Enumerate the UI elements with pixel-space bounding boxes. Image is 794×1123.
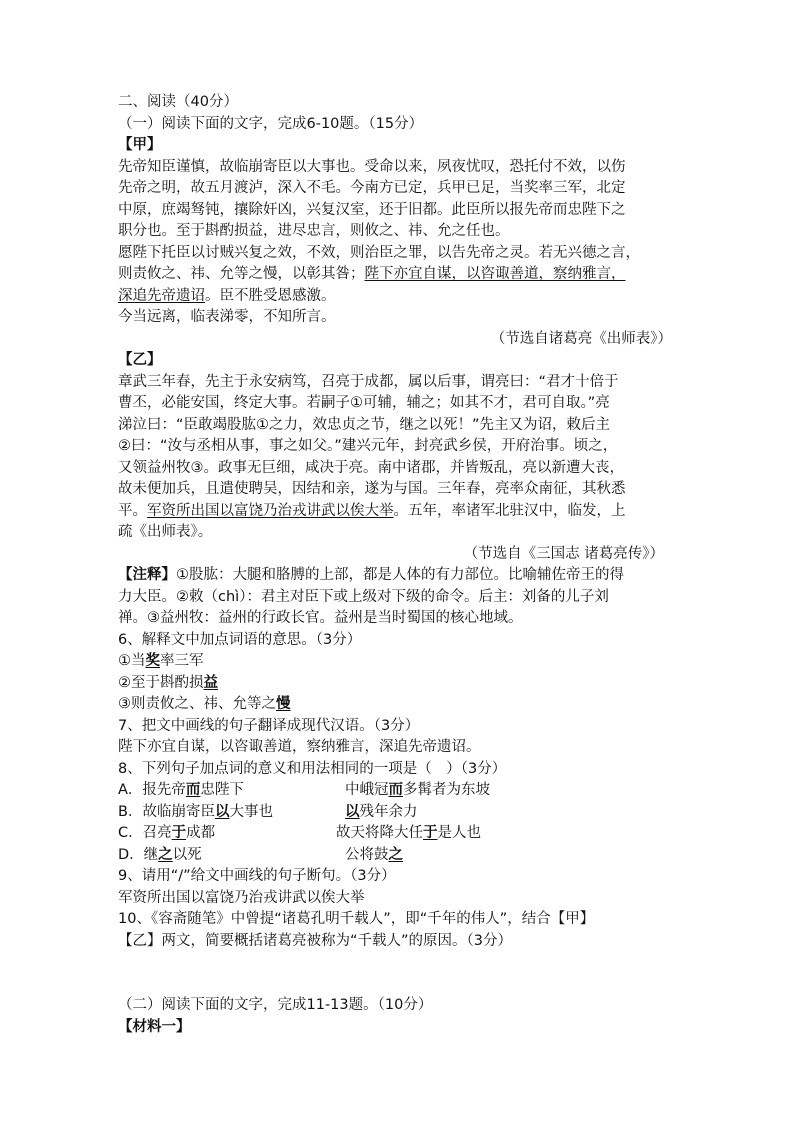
q8-option-right: 中峨冠而多髯者为东坡 xyxy=(345,782,490,798)
material1-label: 【材料一】 xyxy=(118,1018,191,1035)
yi-source: （节选自《三国志 诸葛亮传》） xyxy=(463,545,664,562)
jia-line: 先帝知臣谨慎，故临崩寄臣以大事也。受命以来，夙夜忧叹，恐托付不效，以伤 xyxy=(118,158,626,175)
q6-item xyxy=(118,694,684,716)
q8-option xyxy=(118,780,684,802)
dotted-word: 而 xyxy=(185,782,201,798)
dotted-word: 益 xyxy=(203,674,218,691)
q8-option-right: 以残年余力 xyxy=(345,803,418,820)
q8-option-right: 公将鼓之 xyxy=(345,846,403,863)
q6-item-text: ①当 xyxy=(118,653,146,669)
q8-option xyxy=(118,823,684,845)
notes-line xyxy=(118,565,684,587)
dotted-word: 于 xyxy=(171,825,187,841)
yi-line: 又领益州牧③。政事无巨细，咸决于亮。南中诸郡，并皆叛乱，亮以新遭大丧， xyxy=(118,459,624,476)
notes-line: 禅。③益州牧：益州的行政长官。益州是当时蜀国的核心地域。 xyxy=(118,610,523,626)
jia-underlined-sentence: 深追先帝遗诏 xyxy=(118,287,205,304)
q6-item-text: ②至于斟酌损 xyxy=(118,674,204,691)
q6-stem: 6、解释文中加点词语的意思。（3分） xyxy=(118,631,362,648)
q6-item xyxy=(118,673,684,695)
q8-option-right: 故天将降大任于是人也 xyxy=(336,825,481,841)
yi-line xyxy=(118,501,684,523)
dotted-word: 以 xyxy=(345,803,360,820)
q8-option-left: A．报先帝而忠陛下 xyxy=(118,782,244,798)
jia-label: 【甲】 xyxy=(118,137,162,153)
q7-sentence: 陛下亦宜自谋，以咨诹善道，察纳雅言，深追先帝遗诏。 xyxy=(118,739,481,755)
yi-underlined-sentence: 军资所出国以富饶乃治戎讲武以俟大举 xyxy=(147,502,394,519)
q9-sentence: 军资所出国以富饶乃治戎讲武以俟大举 xyxy=(118,889,365,906)
yi-line7-post: 。五年，率诸军北驻汉中，临发，上 xyxy=(393,502,626,519)
q8-option-left: B．故临崩寄臣以大事也 xyxy=(118,803,273,820)
jia-line: 愿陛下托臣以讨贼兴复之效，不效，则治臣之罪，以告先帝之灵。若无兴德之言， xyxy=(118,244,640,261)
q7-stem: 7、把文中画线的句子翻译成现代汉语。（3分） xyxy=(118,717,420,734)
dotted-word: 于 xyxy=(423,825,438,841)
dotted-word: 以 xyxy=(214,803,230,820)
notes-line: 力大臣。②敕（chì）：君主对臣下或上级对下级的命令。后主：刘备的儿子刘 xyxy=(118,588,609,605)
q8-option xyxy=(118,802,684,824)
exam-page xyxy=(118,92,684,1038)
yi-label: 【乙】 xyxy=(118,352,162,368)
jia-line6-plain: 则责攸之、祎、允等之慢，以彰其咎； xyxy=(118,266,365,282)
jia-line: 中原，庶竭驽钝，攘除奸凶，兴复汉室，还于旧都。此臣所以报先帝而忠陛下之 xyxy=(118,201,626,218)
jia-line xyxy=(118,264,684,286)
jia-line: 职分也。至于斟酌损益，进尽忠言，则攸之、祎、允之任也。 xyxy=(118,223,510,239)
yi-line: 章武三年春，先主于永安病笃，召亮于成都，属以后事，谓亮曰：“君才十倍于 xyxy=(118,373,619,390)
dotted-word: 奖 xyxy=(145,653,160,669)
dotted-word: 之 xyxy=(388,846,403,863)
dotted-word: 而 xyxy=(388,782,403,798)
q6-item xyxy=(118,651,684,673)
dotted-word: 之 xyxy=(158,846,173,863)
yi-line: 疏《出师表》。 xyxy=(118,524,213,540)
q9-stem: 9、请用“/”给文中画线的句子断句。（3分） xyxy=(118,868,396,884)
jia-line: 先帝之明，故五月渡泸，深入不毛。今南方已定，兵甲已足，当奖率三军，北定 xyxy=(118,180,626,196)
part1-title: （一）阅读下面的文字，完成6-10题。（15分） xyxy=(118,115,424,132)
jia-line: 今当远离，临表涕零，不知所言。 xyxy=(118,309,336,325)
q8-option-left: C．召亮于成都 xyxy=(118,825,216,841)
jia-line7-plain: 。臣不胜受恩感激。 xyxy=(205,287,336,304)
q6-item-text: 率三军 xyxy=(160,653,204,669)
q8-option xyxy=(118,845,684,867)
yi-line: ②曰：“汝与丞相从事，事之如父。”建兴元年，封亮武乡侯，开府治事。顷之， xyxy=(118,438,618,454)
spacer xyxy=(118,952,684,995)
jia-source: （节选自诸葛亮《出师表》） xyxy=(490,330,672,347)
q8-option-left: D．继之以死 xyxy=(118,846,202,863)
q10-line: 10、《容斋随笔》中曾提“诸葛孔明千载人”，即“千年的伟人”，结合【甲】 xyxy=(118,911,595,927)
jia-line xyxy=(118,286,684,308)
part2-title: （二）阅读下面的文字，完成11-13题。（10分） xyxy=(118,997,433,1013)
yi-line: 故未便加兵，且遣使聘吴，因结和亲，遂为与国。三年春，亮率众南征，其秋悉 xyxy=(118,481,626,497)
q10-line: 【乙】两文，简要概括诸葛亮被称为“千载人”的原因。（3分） xyxy=(118,932,512,949)
yi-line: 曹丕，必能安国，终定大事。若嗣子①可辅，辅之；如其不才，君可自取。”亮 xyxy=(118,395,610,411)
jia-underlined-sentence: 陛下亦宜自谋，以咨诹善道，察纳雅言， xyxy=(364,266,626,282)
notes-text: ①股肱：大腿和胳膊的上部，都是人体的有力部位。比喻辅佐帝王的得 xyxy=(176,567,624,583)
q6-item-text: ③则责攸之、祎、允等之 xyxy=(118,696,276,712)
yi-line: 涕泣曰：“臣敢竭股肱①之力，效忠贞之节，继之以死！”先主又为诏，敕后主 xyxy=(118,416,611,433)
section-title: 二、阅读（40分） xyxy=(118,94,238,110)
dotted-word: 慢 xyxy=(276,696,291,712)
q8-stem: 8、下列句子加点词的意义和用法相同的一项是（ ）（3分） xyxy=(118,760,507,777)
notes-label: 【注释】 xyxy=(118,567,176,583)
yi-line7-pre: 平。 xyxy=(118,502,147,519)
